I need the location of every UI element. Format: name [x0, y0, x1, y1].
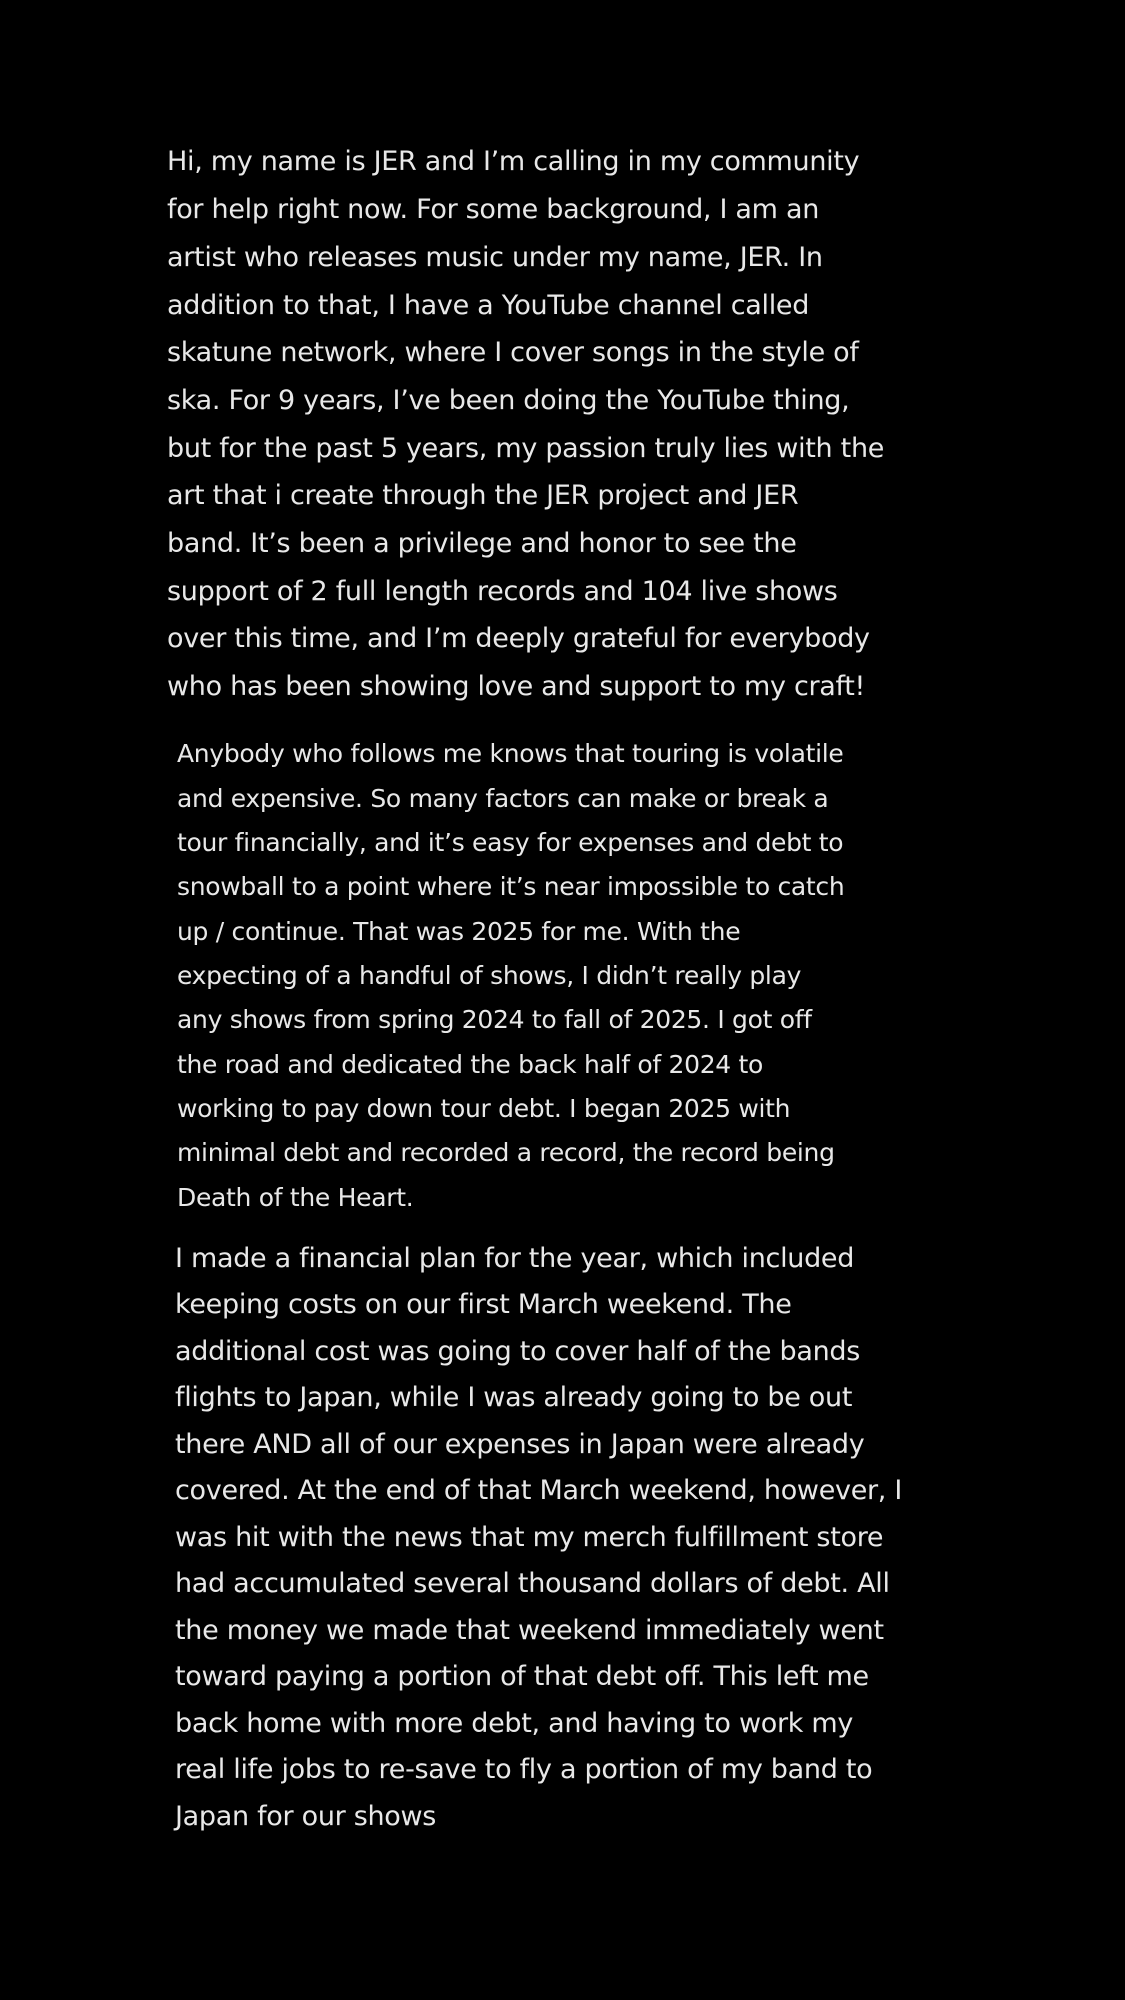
text-line: band. It’s been a privilege and honor to see the [167, 528, 797, 559]
text-line: tour financially, and it’s easy for expenses and debt to [177, 828, 844, 857]
text-line: any shows from spring 2024 to fall of 2025. I got off [177, 1005, 812, 1034]
text-line: there AND all of our expenses in Japan were already [175, 1429, 865, 1460]
text-line: additional cost was going to cover half of the bands [175, 1336, 861, 1367]
text-line: snowball to a point where it’s near impossible to catch [177, 872, 845, 901]
text-line: minimal debt and recorded a record, the record being [177, 1138, 835, 1167]
text-line: toward paying a portion of that debt off. This left me [175, 1661, 869, 1692]
text-line: artist who releases music under my name, JER. In [167, 242, 823, 273]
text-line: up / continue. That was 2025 for me. With the [177, 917, 741, 946]
text-line: back home with more debt, and having to work my [175, 1708, 854, 1739]
text-line: the road and dedicated the back half of 2024 to [177, 1050, 764, 1079]
text-line: for help right now. For some background, I am an [167, 194, 820, 225]
text-line: Death of the Heart. [177, 1183, 414, 1212]
text-line: support of 2 full length records and 104 live shows [167, 576, 838, 607]
text-line: flights to Japan, while I was already going to be out [175, 1382, 853, 1413]
text-line: but for the past 5 years, my passion truly lies with the [167, 433, 885, 464]
text-line: art that i create through the JER project and JER [167, 480, 799, 511]
text-line: I made a financial plan for the year, which included [175, 1243, 855, 1274]
text-line: over this time, and I’m deeply grateful for everybody [167, 623, 870, 654]
text-line: ska. For 9 years, I’ve been doing the YouTube thing, [167, 385, 850, 416]
text-line: expecting of a handful of shows, I didn’t really play [177, 961, 802, 990]
text-line: Anybody who follows me knows that touring is volatile [177, 739, 844, 768]
text-line: the money we made that weekend immediately went [175, 1615, 884, 1646]
text-line: real life jobs to re-save to fly a portion of my band to [175, 1754, 873, 1785]
text-line: who has been showing love and support to my craft! [167, 671, 866, 702]
text-line: keeping costs on our first March weekend. The [175, 1289, 792, 1320]
text-line: was hit with the news that my merch fulfillment store [175, 1522, 884, 1553]
text-line: addition to that, I have a YouTube channel called [167, 290, 810, 321]
text-line: skatune network, where I cover songs in the style of [167, 337, 859, 368]
text-line: Hi, my name is JER and I’m calling in my community [167, 146, 860, 177]
text-line: covered. At the end of that March weekend, however, I [175, 1475, 903, 1506]
text-line: and expensive. So many factors can make or break a [177, 784, 829, 813]
text-line: working to pay down tour debt. I began 2025 with [177, 1094, 791, 1123]
text-line: Japan for our shows [175, 1801, 437, 1832]
text-line: had accumulated several thousand dollars of debt. All [175, 1568, 890, 1599]
